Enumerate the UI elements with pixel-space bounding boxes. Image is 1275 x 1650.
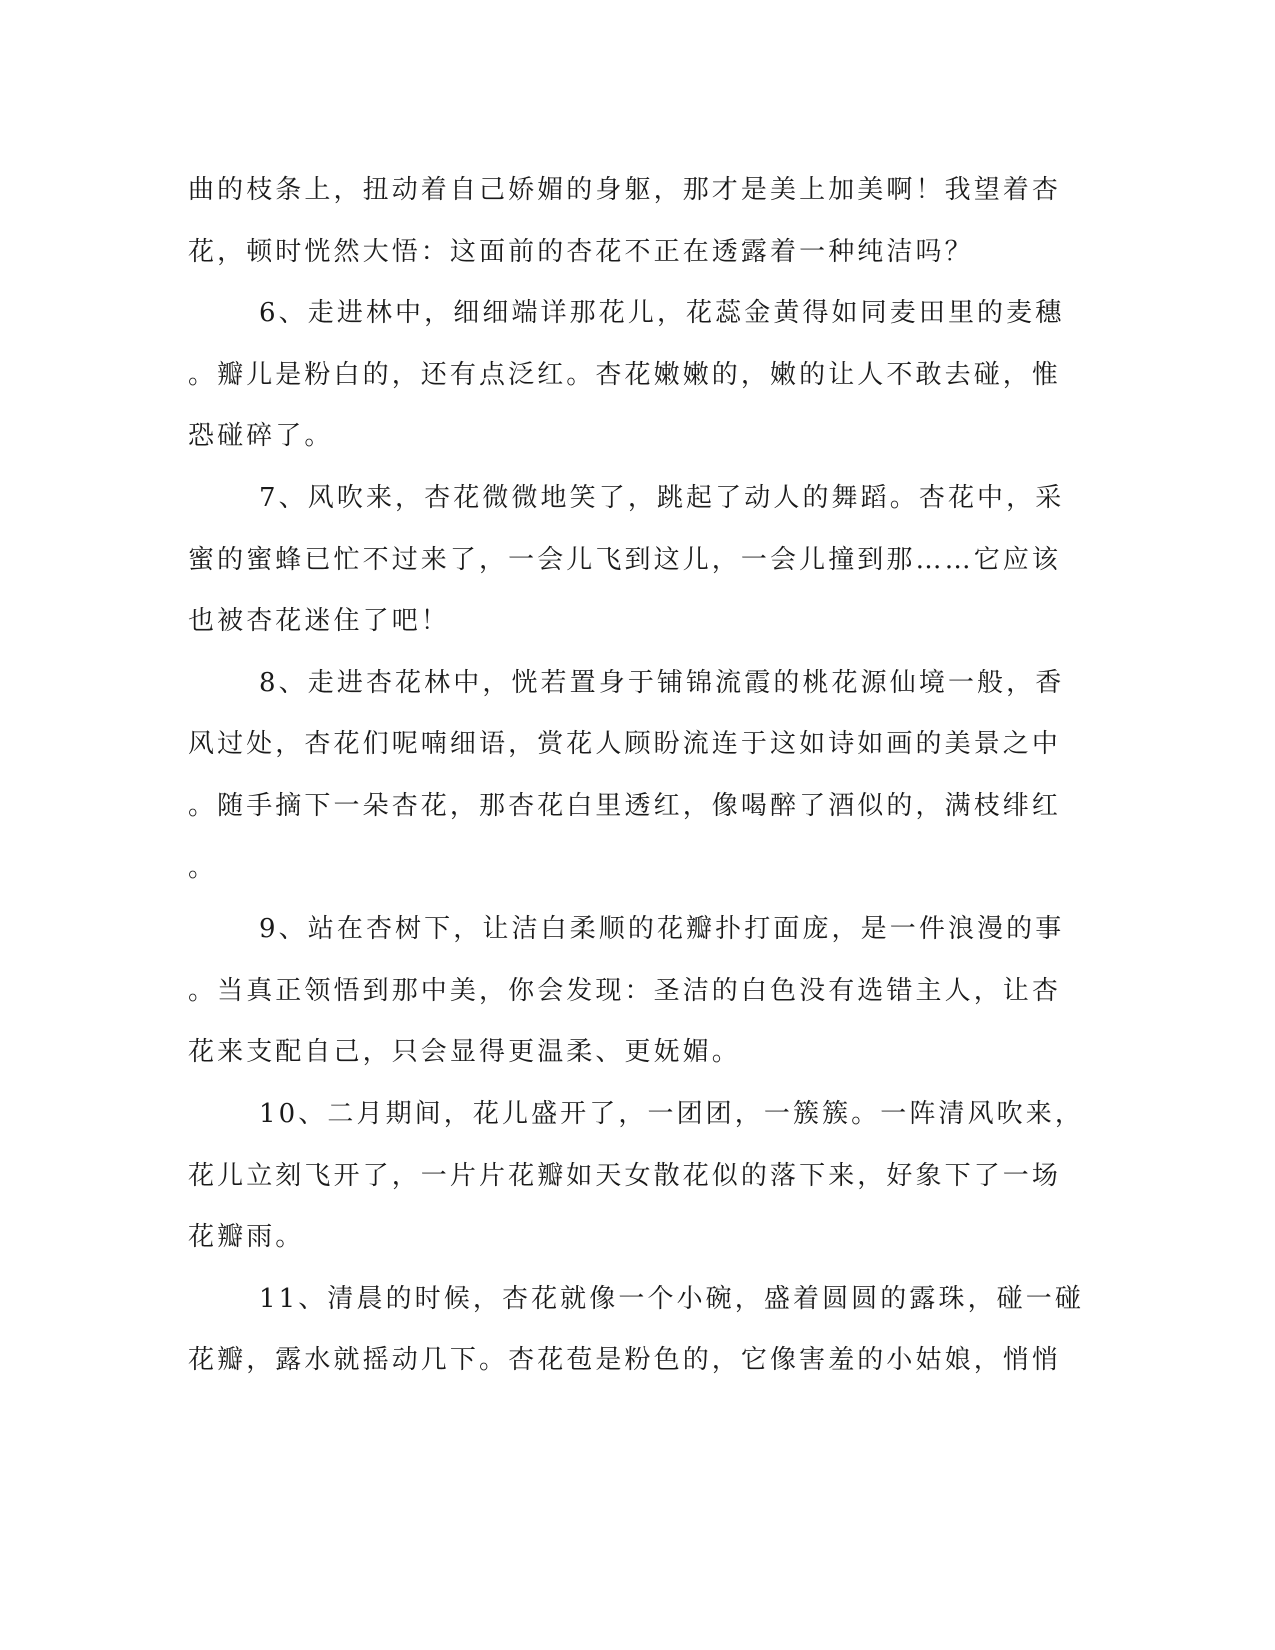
text-line: 也被杏花迷住了吧！: [188, 606, 450, 637]
text-line: 。瓣儿是粉白的，还有点泛红。杏花嫩嫩的，嫩的让人不敢去碰，惟: [188, 359, 1062, 390]
paragraph-start-line: 6、走进林中，细细端详那花儿，花蕊金黄得如同麦田里的麦穗: [259, 298, 1065, 329]
document-body: [188, 160, 1084, 1392]
text-line: 。当真正领悟到那中美，你会发现：圣洁的白色没有选错主人，让杏: [188, 975, 1062, 1006]
text-line: 曲的枝条上，扭动着自己娇媚的身躯，那才是美上加美啊！我望着杏: [188, 175, 1062, 205]
text-line: 风过处，杏花们呢喃细语，赏花人顾盼流连于这如诗如画的美景之中: [188, 729, 1062, 760]
paragraph-start-line: 9、站在杏树下，让洁白柔顺的花瓣扑打面庞，是一件浪漫的事: [259, 914, 1065, 945]
paragraph-start-line: 11、清晨的时候，杏花就像一个小碗，盛着圆圆的露珠，碰一碰: [259, 1283, 1084, 1314]
text-line: 花，顿时恍然大悟：这面前的杏花不正在透露着一种纯洁吗？: [188, 236, 974, 267]
text-line: 。随手摘下一朵杏花，那杏花白里透红，像喝醉了酒似的，满枝绯红: [188, 790, 1062, 821]
text-line: 花来支配自己，只会显得更温柔、更妩媚。: [188, 1037, 741, 1068]
text-line: 花瓣雨。: [188, 1222, 305, 1253]
text-line: 蜜的蜜蜂已忙不过来了，一会儿飞到这儿，一会儿撞到那……它应该: [188, 544, 1062, 575]
text-line: 花瓣，露水就摇动几下。杏花苞是粉色的，它像害羞的小姑娘，悄悄: [188, 1345, 1062, 1376]
text-line: 花儿立刻飞开了，一片片花瓣如天女散花似的落下来，好象下了一场: [188, 1160, 1062, 1191]
paragraph-start-line: 10、二月期间，花儿盛开了，一团团，一簇簇。一阵清风吹来，: [259, 1098, 1084, 1129]
text-line: 。: [188, 852, 218, 883]
paragraph-start-line: 8、走进杏花林中，恍若置身于铺锦流霞的桃花源仙境一般，香: [259, 667, 1065, 698]
paragraph-start-line: 7、风吹来，杏花微微地笑了，跳起了动人的舞蹈。杏花中，采: [259, 482, 1065, 513]
text-line: 恐碰碎了。: [188, 421, 334, 452]
